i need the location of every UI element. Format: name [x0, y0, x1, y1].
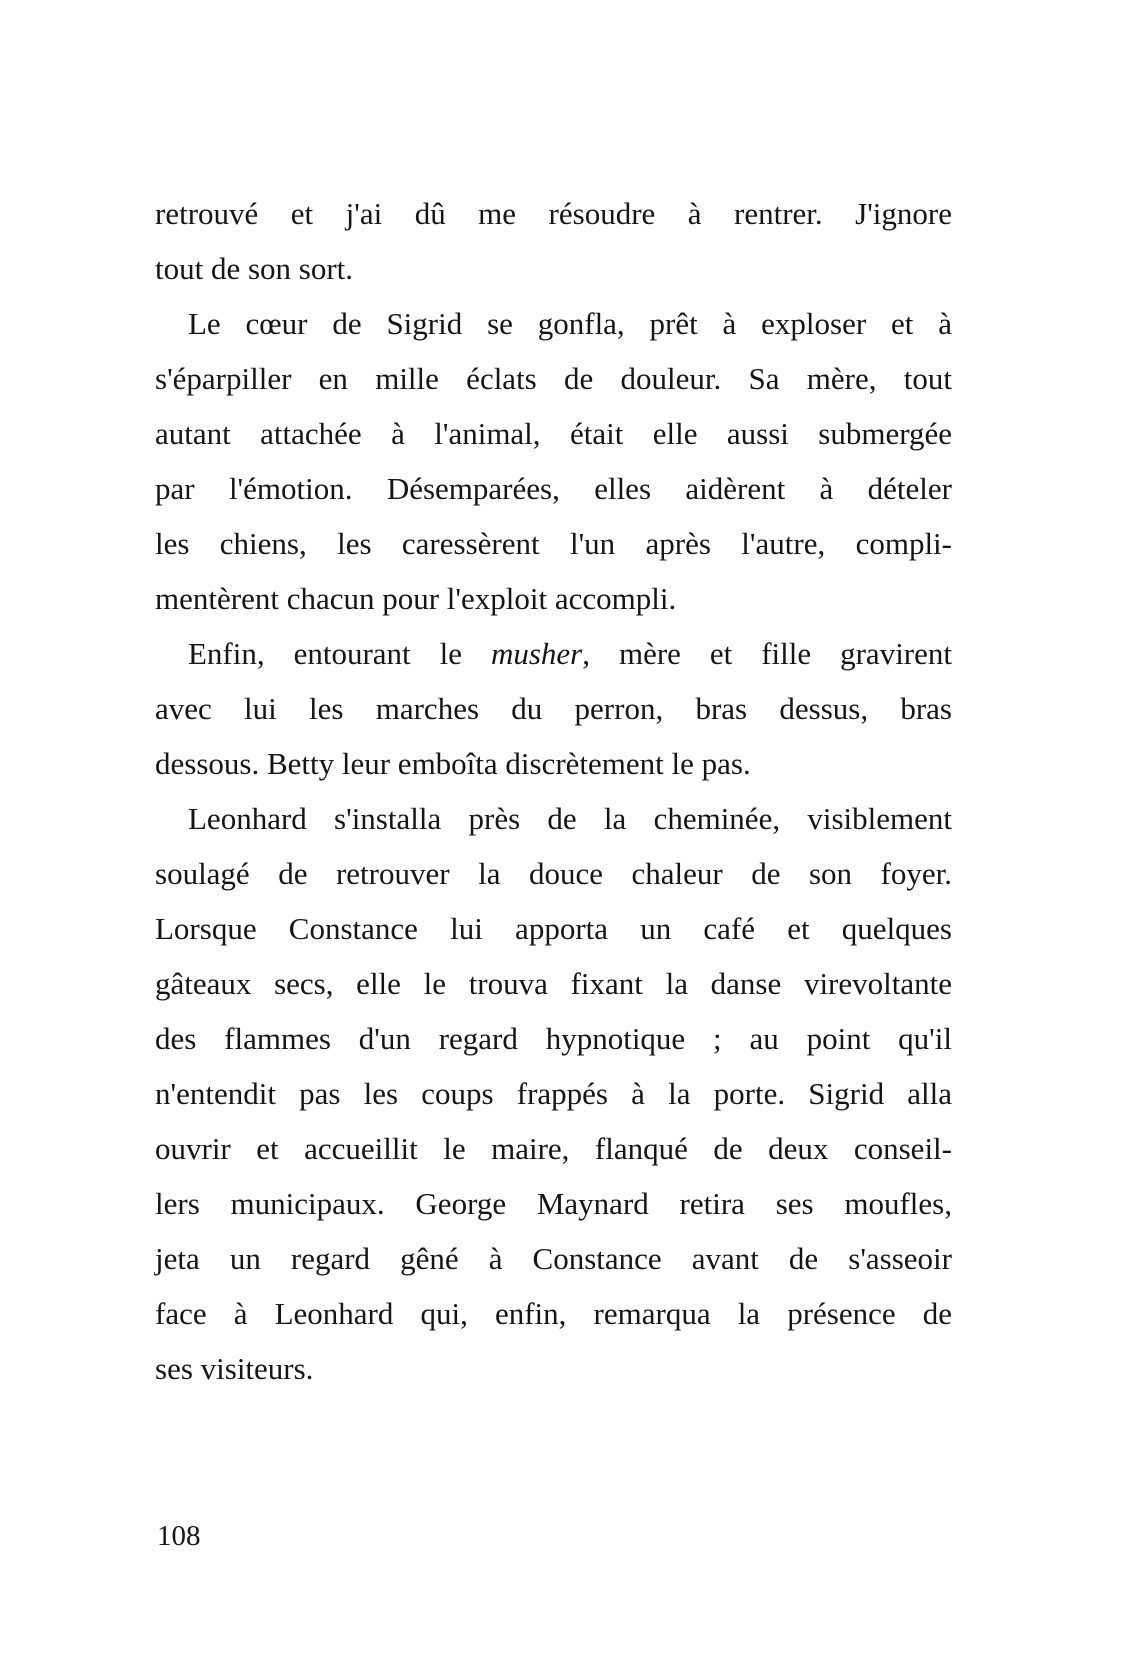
text-segment: les chiens, les caressèrent l'un après l'autre, compli-	[155, 526, 952, 561]
text-line	[155, 516, 952, 571]
text-segment: par l'émotion. Désemparées, elles aidèrent à dételer	[155, 471, 952, 506]
text-line	[155, 1176, 952, 1231]
text-segment: Le cœur de Sigrid se gonfla, prêt à exploser et à	[188, 306, 952, 341]
text-line	[155, 186, 952, 241]
text-line	[155, 681, 952, 736]
paragraph	[155, 791, 952, 1396]
text-line	[155, 461, 952, 516]
text-segment: soulagé de retrouver la douce chaleur de son foyer.	[155, 856, 952, 891]
paragraph	[155, 296, 952, 626]
text-segment: autant attachée à l'animal, était elle aussi submergée	[155, 416, 952, 451]
text-line	[155, 736, 952, 791]
text-segment: des flammes d'un regard hypnotique ; au point qu'il	[155, 1021, 952, 1056]
text-segment: Lorsque Constance lui apporta un café et quelques	[155, 911, 952, 946]
text-segment: face à Leonhard qui, enfin, remarqua la présence de	[155, 1296, 952, 1331]
text-segment: s'éparpiller en mille éclats de douleur. Sa mère, tout	[155, 361, 952, 396]
text-line	[155, 626, 952, 681]
text-segment: lers municipaux. George Maynard retira ses moufles,	[155, 1186, 952, 1221]
text-segment: tout de son sort.	[155, 251, 354, 286]
text-segment: avec lui les marches du perron, bras dessus, bras	[155, 691, 952, 726]
text-segment: ouvrir et accueillit le maire, flanqué de deux conseil-	[155, 1131, 952, 1166]
text-segment: mentèrent chacun pour l'exploit accompli.	[155, 581, 677, 616]
text-line	[155, 846, 952, 901]
text-segment: Leonhard s'installa près de la cheminée, visiblement	[188, 801, 952, 836]
paragraph	[155, 626, 952, 791]
text-segment: Enfin, entourant le	[188, 636, 491, 671]
text-line	[155, 406, 952, 461]
text-segment: jeta un regard gêné à Constance avant de s'asseoir	[155, 1241, 952, 1276]
text-line	[155, 351, 952, 406]
text-segment: n'entendit pas les coups frappés à la porte. Sigrid alla	[155, 1076, 952, 1111]
italic-text: musher	[490, 636, 583, 671]
text-line	[155, 1121, 952, 1176]
text-line	[155, 1011, 952, 1066]
text-line	[155, 571, 952, 626]
text-segment: ses visiteurs.	[155, 1351, 314, 1386]
paragraph	[155, 186, 952, 296]
text-line	[155, 296, 952, 351]
text-line	[155, 241, 952, 296]
text-line	[155, 1231, 952, 1286]
text-line	[155, 901, 952, 956]
text-line	[155, 1341, 952, 1396]
text-segment: retrouvé et j'ai dû me résoudre à rentrer. J'ignore	[155, 196, 952, 231]
text-segment: , mère et fille gravirent	[582, 636, 953, 671]
text-line	[155, 1286, 952, 1341]
text-line	[155, 1066, 952, 1121]
text-line	[155, 956, 952, 1011]
text-segment: gâteaux secs, elle le trouva fixant la danse virevoltante	[155, 966, 952, 1001]
text-block	[155, 186, 952, 1396]
text-line	[155, 791, 952, 846]
text-segment: dessous. Betty leur emboîta discrètement le pas.	[155, 746, 751, 781]
page-number: 108	[157, 1520, 201, 1552]
